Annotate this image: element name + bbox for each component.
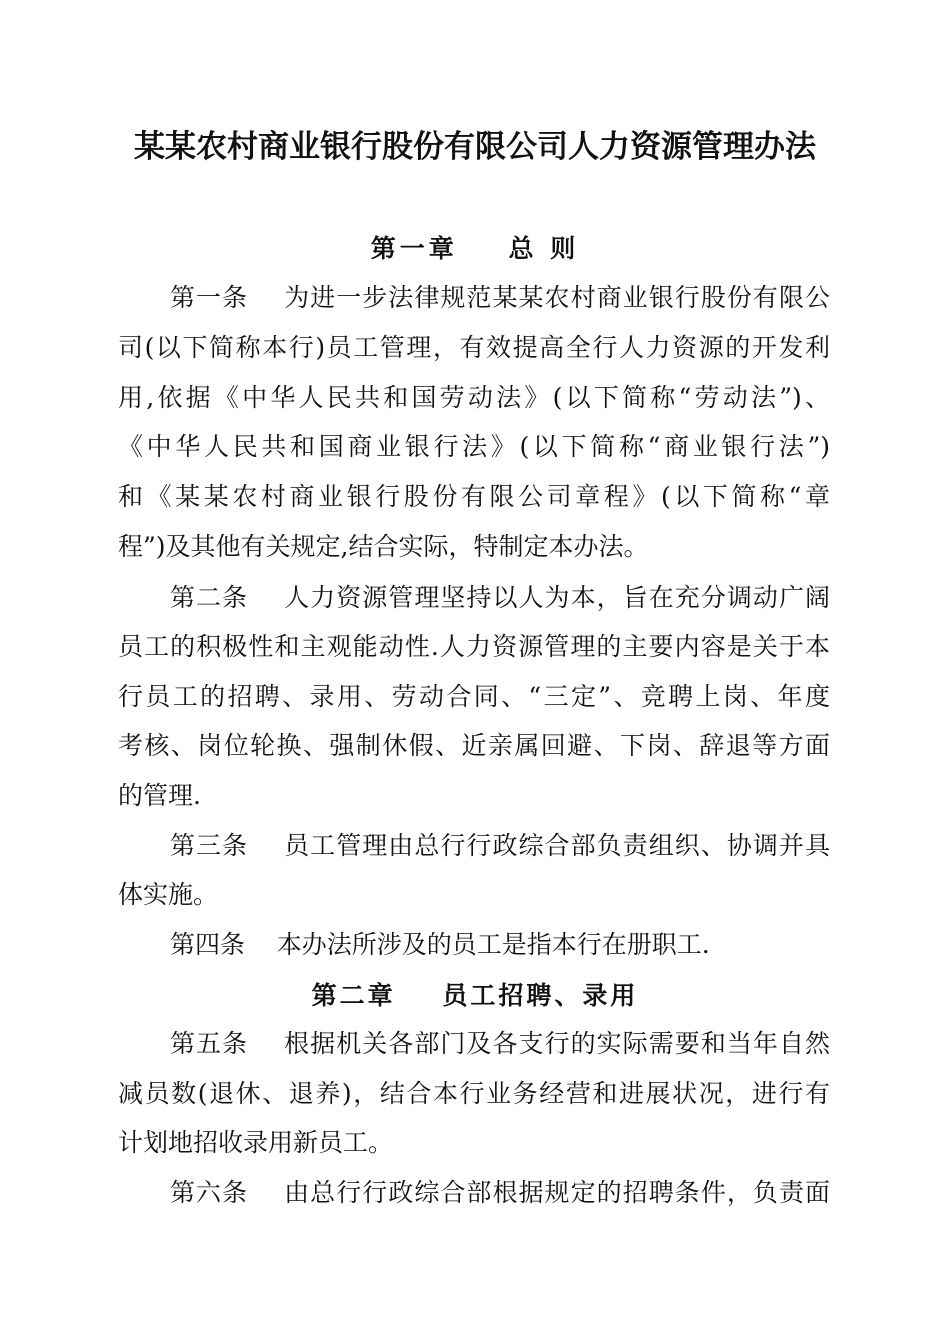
article-2-line-4: 考核、岗位轮换、强制休假、近亲属回避、下岗、辞退等方面 [118,731,830,760]
article-5-line-3: 计划地招收录用新员工。 [118,1128,394,1157]
article-1-line-6: 程”)及其他有关规定,结合实际，特制定本办法。 [118,532,649,561]
article-1-line-4: 《中华人民共和国商业银行法》(以下简称“商业银行法”) [118,432,830,461]
article-2-line-2: 员工的积极性和主观能动性.人力资源管理的主要内容是关于本 [118,632,830,661]
article-2-line-5: 的管理. [118,781,201,810]
article-5-line-1: 第五条 根据机关各部门及各支行的实际需要和当年自然 [170,1029,830,1058]
article-3-line-1: 第三条 员工管理由总行行政综合部负责组织、协调并具 [170,831,830,860]
article-3-line-2: 体实施。 [118,880,219,909]
article-5-line-2: 减员数(退休、退养)，结合本行业务经营和进展状况，进行有 [118,1079,830,1108]
chapter-heading-2: 第二章 员工招聘、录用 [311,981,639,1010]
document-title: 某某农村商业银行股份有限公司人力资源管理办法 [134,129,816,165]
article-2-line-1: 第二条 人力资源管理坚持以人为本，旨在充分调动广阔 [170,583,830,612]
article-4-line-1: 第四条 本办法所涉及的员工是指本行在册职工. [170,930,710,959]
article-1-line-1: 第一条 为进一步法律规范某某农村商业银行股份有限公 [170,283,830,312]
article-6-line-1: 第六条 由总行行政综合部根据规定的招聘条件，负责面 [170,1178,830,1207]
chapter-heading-1: 第一章 总 则 [370,234,580,263]
article-2-line-3: 行员工的招聘、录用、劳动合同、“三定”、竞聘上岗、年度 [118,682,830,711]
article-1-line-2: 司(以下简称本行)员工管理，有效提高全行人力资源的开发利 [118,333,830,362]
article-1-line-5: 和《某某农村商业银行股份有限公司章程》(以下简称“章 [118,482,830,511]
article-1-line-3: 用,依据《中华人民共和国劳动法》(以下简称“劳动法”)、 [118,383,830,412]
